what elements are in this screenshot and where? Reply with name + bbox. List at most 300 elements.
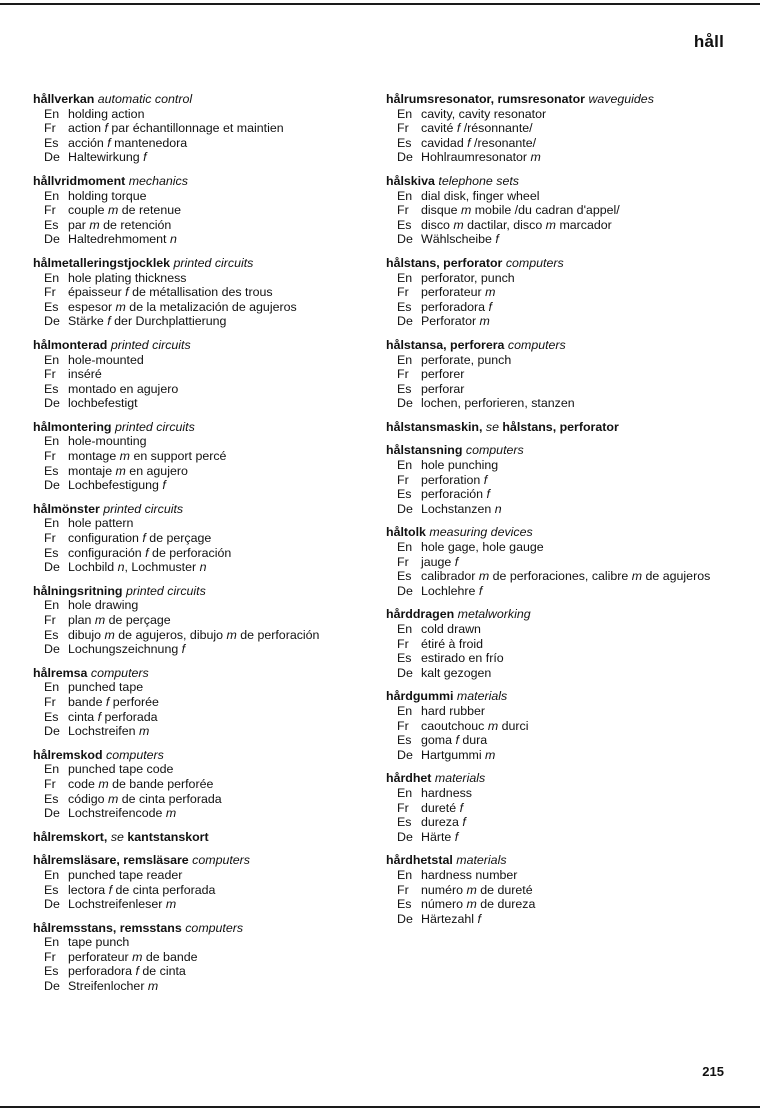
translation-line — [386, 150, 726, 165]
translation-text: acción f mantenedora — [68, 135, 188, 150]
entry-headword: hålremsa — [33, 665, 88, 680]
entry-headword: hårdhet — [386, 771, 432, 786]
entry-head — [33, 420, 373, 435]
entry-domain: computers — [465, 443, 524, 458]
translation-text: caoutchouc m durci — [421, 718, 529, 733]
gender-marker: m — [479, 314, 490, 329]
entry-domain: measuring devices — [429, 525, 533, 540]
translation-line — [386, 271, 726, 286]
language-code: Es — [44, 545, 59, 560]
language-code: Es — [44, 791, 59, 806]
entry-domain: printed circuits — [173, 255, 254, 270]
translation-text: punched tape — [68, 680, 144, 695]
translation-text: dureté f — [421, 800, 464, 815]
language-code: Fr — [397, 554, 409, 569]
translation-line — [33, 642, 373, 657]
translation-line — [386, 555, 726, 570]
translation-text: Lochstreifencode m — [68, 806, 177, 821]
entry-headword: håltolk — [386, 525, 426, 540]
translation-line — [386, 815, 726, 830]
translation-line — [33, 777, 373, 792]
dictionary-entry — [386, 420, 726, 435]
entry-domain: computers — [192, 853, 251, 868]
gender-marker: m — [115, 463, 126, 478]
language-code: Fr — [44, 367, 56, 382]
entry-head — [33, 338, 373, 353]
translation-text: par m de retención — [68, 217, 172, 232]
translation-line — [33, 232, 373, 247]
language-code: En — [44, 188, 60, 203]
translation-line — [386, 651, 726, 666]
gender-marker: m — [485, 285, 496, 300]
translation-text: perforer — [421, 367, 465, 382]
language-code: Es — [397, 733, 412, 748]
entry-head — [386, 607, 726, 622]
translation-text: perforar — [421, 381, 465, 396]
translation-text: dureza f — [421, 815, 466, 830]
translation-text: numéro m de dureté — [421, 882, 533, 897]
dictionary-entry — [33, 830, 373, 845]
page-number: 215 — [702, 1064, 724, 1079]
gender-marker: f — [162, 478, 166, 493]
running-header: håll — [693, 32, 724, 51]
language-code: De — [397, 583, 413, 598]
translation-line — [386, 622, 726, 637]
translation-text: tape punch — [68, 935, 130, 950]
entry-headword: hålstansa, perforera — [386, 337, 505, 352]
translation-line — [386, 203, 726, 218]
translation-text: perforateur m de bande — [68, 949, 198, 964]
gender-marker: f — [454, 829, 459, 844]
language-code: En — [397, 458, 413, 473]
language-code: De — [397, 501, 413, 516]
translation-text: calibrador m de perforaciones, calibre m de agujeros — [421, 569, 711, 584]
translation-text: Hartgummi m — [421, 747, 496, 762]
translation-line — [33, 680, 373, 695]
translation-text: hole punching — [421, 458, 499, 473]
translation-line — [33, 724, 373, 739]
language-code: En — [397, 540, 413, 555]
translation-line — [33, 883, 373, 898]
translation-text: espesor m de la metalización de agujeros — [68, 299, 297, 314]
gender-marker: f — [462, 815, 466, 830]
entry-head — [386, 689, 726, 704]
translation-line — [386, 719, 726, 734]
entry-head — [33, 256, 373, 271]
translation-text: disco m dactilar, disco m marcador — [421, 217, 612, 232]
translation-text: Lochlehre f — [421, 583, 483, 598]
entry-head — [386, 853, 726, 868]
translation-line — [386, 704, 726, 719]
gender-marker: m — [478, 569, 490, 584]
language-code: Fr — [397, 203, 409, 218]
translation-text: Lochbild n, Lochmuster n — [68, 560, 207, 575]
gender-marker: m — [453, 217, 464, 232]
translation-text: holding action — [68, 106, 145, 121]
translation-text: punched tape code — [68, 762, 174, 777]
language-code: De — [44, 314, 60, 329]
translation-text: étiré à froid — [421, 636, 483, 651]
entry-head — [33, 921, 373, 936]
translation-text: hole plating thickness — [68, 270, 187, 285]
translation-text: kalt gezogen — [421, 665, 492, 680]
language-code: Es — [44, 463, 59, 478]
entry-head — [33, 830, 373, 845]
gender-marker: f — [108, 882, 113, 897]
gender-marker: m — [132, 949, 143, 964]
language-code: Es — [397, 569, 412, 584]
entry-headword: hålremskod — [33, 747, 103, 762]
translation-text: bande f perforée — [68, 694, 159, 709]
translation-text: Härtezahl f — [421, 911, 481, 926]
language-code: Fr — [44, 949, 56, 964]
gender-marker: f — [483, 472, 488, 487]
see-reference-label: se — [485, 419, 499, 434]
language-code: En — [397, 703, 413, 718]
entry-head — [33, 584, 373, 599]
translation-text: disque m mobile /du cadran d'appel/ — [421, 203, 620, 218]
entry-head — [386, 92, 726, 107]
language-code: De — [397, 911, 413, 926]
translation-text: hardness — [421, 785, 472, 800]
gender-marker: m — [165, 806, 177, 821]
translation-line — [33, 314, 373, 329]
translation-line — [33, 107, 373, 122]
translation-text: couple m de retenue — [68, 203, 181, 218]
language-code: Es — [44, 217, 59, 232]
translation-text: cavity, cavity resonator — [421, 106, 547, 121]
entry-domain: computers — [90, 665, 149, 680]
entry-head — [33, 502, 373, 517]
entry-headword: hårdhetstal — [386, 853, 453, 868]
gender-marker: f — [477, 911, 481, 926]
see-reference-target: kantstanskort — [127, 829, 209, 844]
dictionary-entry — [386, 443, 726, 516]
gender-marker: m — [115, 299, 126, 314]
translation-line — [386, 473, 726, 488]
language-code: Fr — [44, 285, 56, 300]
translation-text: cinta f perforada — [68, 709, 158, 724]
language-code: De — [397, 829, 413, 844]
translation-text: configuración f de perforación — [68, 545, 232, 560]
entry-headword: hålremsläsare, remsläsare — [33, 853, 189, 868]
language-code: Fr — [44, 203, 56, 218]
translation-text: lochbefestigt — [68, 396, 138, 411]
gender-marker: f — [459, 800, 464, 815]
entry-head — [386, 338, 726, 353]
translation-line — [386, 502, 726, 517]
gender-marker: m — [460, 203, 472, 218]
translation-line — [386, 912, 726, 927]
language-code: Fr — [44, 449, 56, 464]
translation-text: número m de dureza — [421, 897, 536, 912]
language-code: Es — [397, 135, 412, 150]
translation-text: holding torque — [68, 188, 147, 203]
translation-line — [386, 121, 726, 136]
language-code: Es — [397, 651, 412, 666]
entry-head — [33, 666, 373, 681]
translation-text: Lochstanzen n — [421, 501, 502, 516]
gender-marker: m — [545, 217, 556, 232]
gender-marker: f — [105, 694, 110, 709]
language-code: Fr — [44, 531, 56, 546]
gender-marker: m — [530, 150, 541, 165]
entry-headword: hålremsstans, remsstans — [33, 920, 182, 935]
language-code: En — [44, 270, 60, 285]
entry-domain: metalworking — [457, 607, 531, 622]
language-code: Fr — [397, 718, 409, 733]
translation-text: Lochungszeichnung f — [68, 642, 186, 657]
language-code: De — [397, 396, 413, 411]
translation-text: hole drawing — [68, 598, 139, 613]
entry-headword: hållverkan — [33, 92, 95, 106]
gender-marker: f — [467, 135, 471, 150]
language-code: Fr — [397, 636, 409, 651]
language-code: En — [44, 680, 60, 695]
language-code: Fr — [44, 776, 56, 791]
translation-line — [386, 786, 726, 801]
language-code: Es — [397, 381, 412, 396]
entry-headword: hålstansmaskin, — [386, 419, 483, 434]
dictionary-entry — [33, 174, 373, 247]
translation-line — [33, 806, 373, 821]
translation-line — [386, 189, 726, 204]
entry-domain: computers — [185, 920, 244, 935]
dictionary-entry — [33, 666, 373, 739]
translation-line — [33, 382, 373, 397]
translation-line — [33, 367, 373, 382]
translation-text: hard rubber — [421, 703, 486, 718]
dictionary-entry — [33, 584, 373, 657]
gender-marker: m — [138, 724, 150, 739]
dictionary-entry — [386, 853, 726, 926]
translation-line — [386, 540, 726, 555]
translation-line — [33, 628, 373, 643]
translation-line — [386, 569, 726, 584]
language-code: Fr — [397, 285, 409, 300]
translation-line — [33, 396, 373, 411]
entry-headword: hålrumsresonator, rumsresonator — [386, 92, 585, 106]
translation-line — [33, 695, 373, 710]
dictionary-entry — [33, 853, 373, 911]
language-code: Es — [397, 487, 412, 502]
translation-line — [33, 464, 373, 479]
translation-text: montaje m en agujero — [68, 463, 188, 478]
entry-headword: hållvridmoment — [33, 173, 126, 188]
entry-domain: waveguides — [588, 92, 654, 106]
language-code: Fr — [397, 367, 409, 382]
language-code: De — [397, 232, 413, 247]
gender-marker: n — [199, 560, 207, 575]
language-code: En — [397, 867, 413, 882]
language-code: De — [397, 314, 413, 329]
see-reference-target: hålstans, perforator — [502, 419, 619, 434]
gender-marker: f — [135, 964, 139, 979]
translation-text: dibujo m de agujeros, dibujo m de perforación — [68, 627, 320, 642]
translation-line — [33, 434, 373, 449]
translation-line — [386, 107, 726, 122]
gender-marker: f — [456, 121, 461, 136]
gender-marker: f — [104, 121, 108, 136]
language-code: En — [44, 516, 60, 531]
entry-headword: hålremskort, — [33, 829, 108, 844]
language-code: En — [397, 352, 413, 367]
gender-marker: n — [169, 232, 177, 247]
entry-domain: telephone sets — [438, 173, 519, 188]
translation-line — [386, 285, 726, 300]
gender-marker: m — [631, 569, 643, 584]
translation-text: perforación f — [421, 487, 490, 502]
translation-text: lochen, perforieren, stanzen — [421, 396, 575, 411]
language-code: De — [44, 806, 60, 821]
translation-line — [386, 136, 726, 151]
translation-line — [386, 637, 726, 652]
translation-text: cavidad f /resonante/ — [421, 135, 537, 150]
gender-marker: n — [494, 501, 502, 516]
translation-text: Lochbefestigung f — [68, 478, 166, 493]
translation-text: montage m en support percé — [68, 449, 227, 464]
dictionary-entry — [386, 607, 726, 680]
language-code: Fr — [397, 800, 409, 815]
gender-marker: n — [117, 560, 125, 575]
language-code: De — [44, 724, 60, 739]
language-code: Es — [397, 299, 412, 314]
language-code: En — [44, 106, 60, 121]
language-code: De — [397, 150, 413, 165]
language-code: De — [44, 396, 60, 411]
dictionary-entry — [33, 92, 373, 165]
gender-marker: m — [98, 776, 109, 791]
gender-marker: m — [107, 791, 119, 806]
language-code: En — [397, 622, 413, 636]
dictionary-entry — [33, 921, 373, 994]
entry-domain: printed circuits — [114, 419, 195, 434]
language-code: Fr — [44, 613, 56, 627]
translation-line — [33, 203, 373, 218]
dictionary-entry — [33, 748, 373, 821]
gender-marker: f — [486, 487, 490, 502]
translation-text: montado en agujero — [68, 381, 179, 396]
language-code: Es — [397, 217, 412, 232]
gender-marker: m — [165, 897, 177, 912]
entry-head — [386, 256, 726, 271]
translation-line — [33, 285, 373, 300]
translation-line — [386, 382, 726, 397]
language-code: Fr — [44, 694, 56, 709]
language-code: Es — [397, 815, 412, 830]
translation-text: hole-mounting — [68, 434, 147, 449]
translation-line — [33, 935, 373, 950]
translation-text: goma f dura — [421, 733, 488, 748]
language-code: De — [397, 665, 413, 680]
dictionary-entry — [386, 689, 726, 762]
translation-text: perforateur m — [421, 285, 496, 300]
entry-domain: printed circuits — [103, 501, 184, 516]
entry-domain: printed circuits — [110, 337, 191, 352]
entry-headword: hålskiva — [386, 173, 435, 188]
translation-line — [33, 531, 373, 546]
translation-line — [386, 733, 726, 748]
entry-domain: materials — [456, 689, 508, 704]
translation-text: configuration f de perçage — [68, 531, 212, 546]
dictionary-entry — [386, 525, 726, 598]
language-code: Es — [44, 381, 59, 396]
entry-headword: hålmönster — [33, 501, 100, 516]
translation-line — [33, 950, 373, 965]
translation-line — [33, 792, 373, 807]
translation-text: Stärke f der Durchplattierung — [68, 314, 227, 329]
translation-line — [33, 598, 373, 613]
entry-head — [33, 748, 373, 763]
translation-text: hole pattern — [68, 516, 134, 531]
entry-head — [33, 174, 373, 189]
translation-text: estirado en frío — [421, 651, 504, 666]
entry-domain: computers — [505, 255, 564, 270]
language-code: Fr — [44, 121, 56, 136]
language-code: En — [44, 762, 60, 777]
translation-text: punched tape reader — [68, 867, 183, 882]
gender-marker: f — [143, 150, 147, 165]
translation-line — [386, 830, 726, 845]
translation-text: Haltedrehmoment n — [68, 232, 177, 247]
translation-text: perforator, punch — [421, 270, 515, 285]
entry-head — [386, 443, 726, 458]
entry-domain: printed circuits — [125, 583, 206, 598]
language-code: De — [44, 979, 60, 994]
translation-line — [33, 516, 373, 531]
translation-text: perforate, punch — [421, 352, 512, 367]
gender-marker: m — [487, 718, 499, 733]
language-code: En — [397, 188, 413, 203]
entry-headword: hårdgummi — [386, 689, 454, 704]
language-code: En — [397, 270, 413, 285]
gender-marker: m — [94, 613, 106, 627]
translation-line — [386, 584, 726, 599]
language-code: Es — [44, 627, 59, 642]
translation-text: Lochstreifenleser m — [68, 897, 177, 912]
translation-line — [386, 353, 726, 368]
translation-text: Streifenlocher m — [68, 979, 159, 994]
language-code: De — [397, 747, 413, 762]
translation-line — [386, 897, 726, 912]
translation-line — [33, 353, 373, 368]
gender-marker: f — [125, 285, 129, 300]
translation-line — [33, 189, 373, 204]
gender-marker: f — [107, 135, 111, 150]
translation-line — [386, 396, 726, 411]
dictionary-entry — [33, 502, 373, 575]
entry-head — [386, 525, 726, 540]
translation-text: code m de bande perforée — [68, 776, 214, 791]
translation-line — [386, 314, 726, 329]
entry-headword: hårddragen — [386, 607, 455, 622]
language-code: En — [44, 867, 60, 882]
translation-text: Lochstreifen m — [68, 724, 150, 739]
translation-line — [33, 136, 373, 151]
gender-marker: m — [466, 897, 477, 912]
language-code: Fr — [397, 121, 409, 136]
translation-text: cold drawn — [421, 622, 481, 636]
translation-text: Haltewirkung f — [68, 150, 147, 165]
translation-text: perforadora f — [421, 299, 492, 314]
gender-marker: m — [104, 627, 115, 642]
translation-line — [33, 300, 373, 315]
entry-head — [386, 420, 726, 435]
translation-line — [33, 449, 373, 464]
translation-text: hardness number — [421, 867, 518, 882]
translation-text: hole-mounted — [68, 352, 144, 367]
translation-line — [386, 801, 726, 816]
